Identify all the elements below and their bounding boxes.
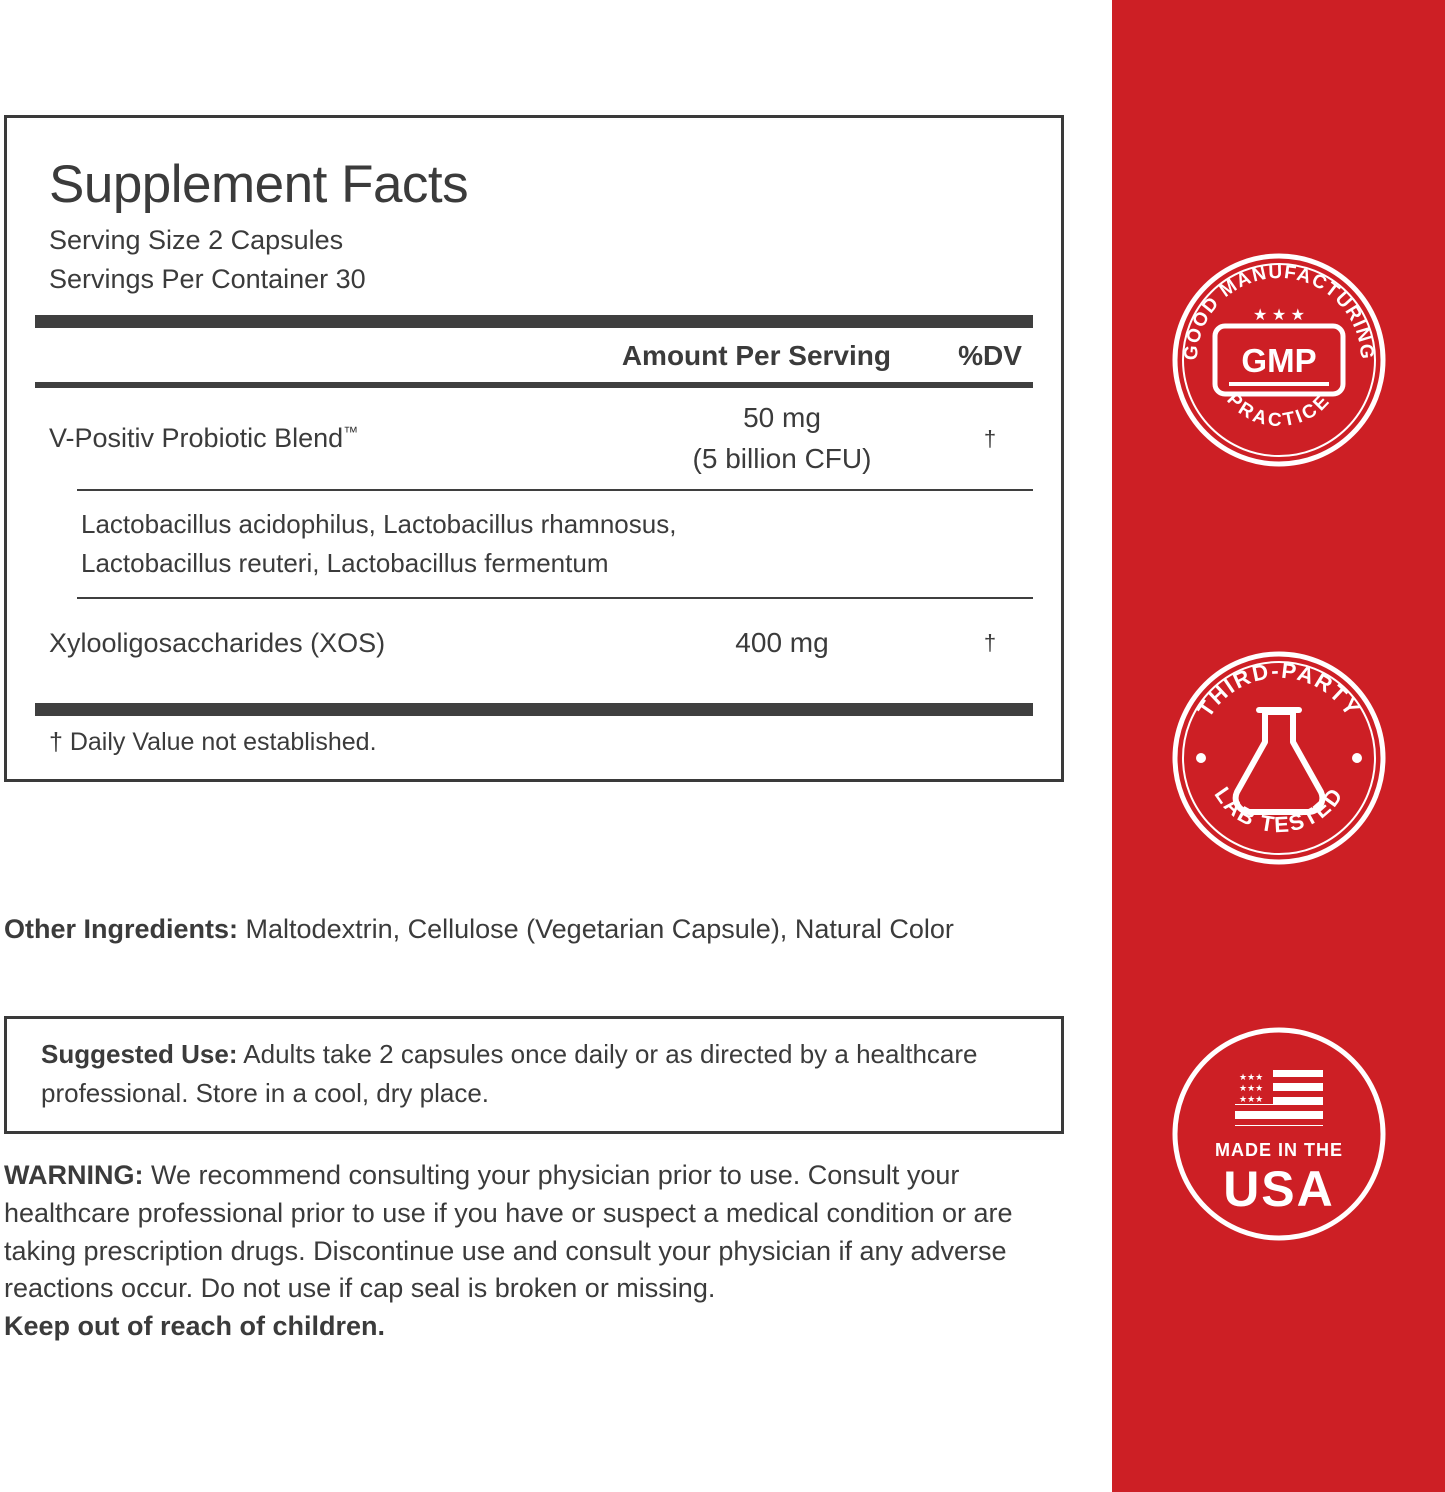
column-header-dv: %DV bbox=[958, 340, 1022, 372]
page-title: Supplement Facts bbox=[49, 155, 469, 214]
third-party-lab-tested-badge bbox=[1167, 646, 1391, 870]
svg-text:★★★: ★★★ bbox=[1238, 1094, 1263, 1104]
sub-ingredient-line2: Lactobacillus reuteri, Lactobacillus fermentum bbox=[81, 548, 609, 579]
svg-text:USA: USA bbox=[1222, 1161, 1335, 1217]
table-row bbox=[35, 599, 1033, 687]
other-ingredients-block bbox=[4, 910, 1064, 948]
ingredient-name-text: V-Positiv Probiotic Blend bbox=[49, 423, 344, 454]
supplement-facts-panel bbox=[4, 115, 1064, 782]
svg-text:THIRD-PARTY: THIRD-PARTY bbox=[1191, 657, 1366, 722]
warning-text: We recommend consulting your physician prior to use. Consult your healthcare professional prior to use if you have or suspect a medical condition or are taking prescription drugs. Discontinue use and consult your physician if any adverse reactions occur. Do not use if cap seal is broken or missing. bbox=[4, 1160, 1013, 1304]
warning-block bbox=[4, 1157, 1014, 1346]
svg-text:GMP: GMP bbox=[1240, 342, 1317, 379]
suggested-use-text: Adults take 2 capsules once daily or as directed by a healthcare professional. Store in a cool, dry place. bbox=[41, 1039, 978, 1108]
sub-ingredient-line1: Lactobacillus acidophilus, Lactobacillus rhamnosus, bbox=[81, 509, 677, 540]
svg-text:MADE IN THE: MADE IN THE bbox=[1214, 1140, 1343, 1160]
divider-thick-bottom bbox=[35, 703, 1033, 716]
ingredient-amount-line1: 400 mg bbox=[735, 627, 829, 659]
ingredient-dv: † bbox=[983, 425, 997, 451]
suggested-use-panel bbox=[4, 1016, 1064, 1134]
ingredient-name: Xylooligosaccharides (XOS) bbox=[49, 627, 386, 658]
divider-thick-top bbox=[35, 315, 1033, 328]
ingredient-amount bbox=[617, 398, 947, 479]
svg-text:★ ★ ★: ★ ★ ★ bbox=[1252, 307, 1305, 324]
svg-text:PRACTICE: PRACTICE bbox=[1222, 389, 1335, 432]
svg-text:GOOD MANUFACTURING: GOOD MANUFACTURING bbox=[1180, 261, 1377, 362]
svg-text:★★★: ★★★ bbox=[1238, 1072, 1263, 1082]
ingredient-amount-line1: 50 mg bbox=[743, 402, 821, 434]
warning-label: WARNING: bbox=[4, 1160, 144, 1190]
lab-flask-seal-icon bbox=[1167, 646, 1391, 870]
serving-size-line: Serving Size 2 Capsules bbox=[49, 225, 344, 255]
badge-column bbox=[1112, 0, 1445, 1492]
ingredient-amount bbox=[617, 623, 947, 664]
daily-value-footnote: † Daily Value not established. bbox=[49, 728, 377, 757]
column-header-amount: Amount Per Serving bbox=[621, 340, 891, 372]
table-header-row bbox=[35, 328, 1033, 382]
svg-text:LAB TESTED: LAB TESTED bbox=[1209, 782, 1348, 838]
ingredient-amount-line2: (5 billion CFU) bbox=[692, 442, 872, 474]
svg-text:★★★: ★★★ bbox=[1238, 1083, 1263, 1093]
ingredient-dv: † bbox=[983, 630, 997, 656]
trademark-mark: ™ bbox=[343, 424, 359, 442]
other-ingredients-text: Maltodextrin, Cellulose (Vegetarian Capsule), Natural Color bbox=[238, 914, 954, 944]
other-ingredients-label: Other Ingredients: bbox=[4, 914, 239, 944]
ingredient-name bbox=[35, 423, 617, 454]
table-row bbox=[35, 388, 1033, 489]
gmp-seal-icon bbox=[1167, 248, 1391, 472]
sub-ingredient-list bbox=[35, 491, 1033, 597]
keep-out-of-reach-text: Keep out of reach of children. bbox=[4, 1311, 386, 1342]
servings-per-container-line: Servings Per Container 30 bbox=[49, 264, 366, 295]
made-in-usa-badge bbox=[1167, 1022, 1391, 1246]
suggested-use-label: Suggested Use: bbox=[41, 1039, 238, 1069]
gmp-badge bbox=[1167, 248, 1391, 472]
usa-flag-seal-icon bbox=[1167, 1022, 1391, 1246]
